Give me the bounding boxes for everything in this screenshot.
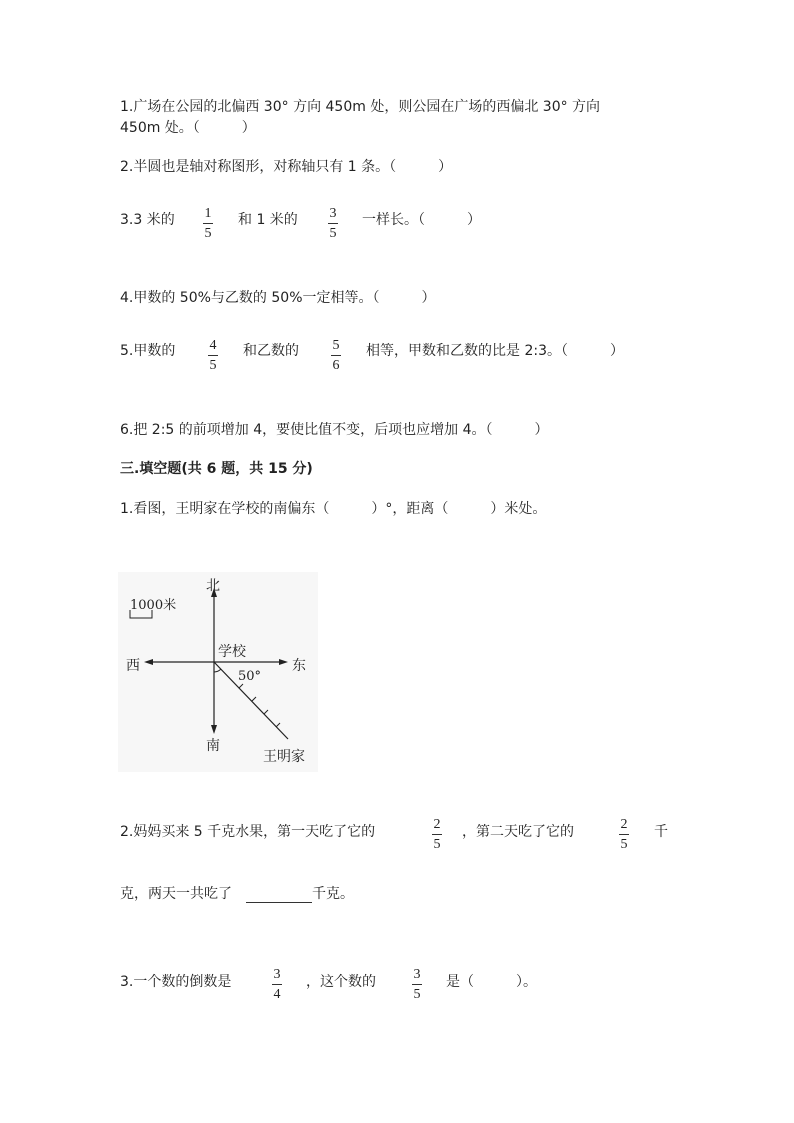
fraction-bar: [208, 355, 218, 356]
fraction-numerator: 1: [204, 206, 212, 221]
fraction-bar: [619, 834, 629, 835]
fraction-denominator: 5: [620, 837, 628, 852]
fraction-numerator: 2: [620, 817, 628, 832]
answer-blank[interactable]: [246, 884, 312, 903]
section-title: 三.填空题(共 6 题，共 15 分): [120, 461, 313, 477]
fill-q2-b: ，第二天吃了它的: [462, 824, 574, 840]
judge-q5-b: 和乙数的: [243, 343, 299, 359]
fill-q3-c: 是（ ）。: [446, 974, 537, 990]
fill-q2-a: 2.妈妈买来 5 千克水果，第一天吃了它的: [120, 824, 376, 840]
judge-q1-line2: 450m 处。（ ）: [120, 120, 256, 136]
fraction-denominator: 5: [413, 987, 421, 1002]
fill-q2-fraction-1: [432, 817, 442, 852]
fraction-numerator: 3: [413, 967, 421, 982]
fraction-numerator: 2: [433, 817, 441, 832]
fill-q3-b: ，这个数的: [306, 974, 376, 990]
judge-q5-a: 5.甲数的: [120, 343, 176, 359]
scale-label: 1000米: [130, 598, 177, 613]
judge-q6: 6.把 2:5 的前项增加 4，要使比值不变，后项也应增加 4。（ ）: [120, 422, 549, 438]
judge-q3-fraction-2: [328, 206, 338, 241]
fill-q1: 1.看图，王明家在学校的南偏东（ ）°，距离（ ）米处。: [120, 501, 547, 517]
west-label: 西: [126, 658, 140, 674]
fraction-denominator: 5: [204, 226, 212, 241]
judge-q5-fraction-1: [208, 338, 218, 373]
angle-label: 50°: [238, 669, 262, 684]
fraction-denominator: 6: [332, 358, 340, 373]
judge-q3-b: 和 1 米的: [238, 212, 298, 228]
judge-q4: 4.甲数的 50%与乙数的 50%一定相等。（ ）: [120, 290, 436, 306]
home-label: 王明家: [263, 749, 305, 765]
school-label: 学校: [218, 644, 246, 660]
direction-diagram: [118, 572, 318, 772]
judge-q5-fraction-2: [331, 338, 341, 373]
judge-q2: 2.半圆也是轴对称图形，对称轴只有 1 条。（ ）: [120, 159, 453, 175]
judge-q3-c: 一样长。（ ）: [362, 212, 481, 228]
fraction-numerator: 4: [209, 338, 217, 353]
fraction-denominator: 5: [209, 358, 217, 373]
fill-q3-fraction-2: [412, 967, 422, 1002]
fraction-bar: [203, 223, 213, 224]
fraction-bar: [331, 355, 341, 356]
fraction-numerator: 3: [273, 967, 281, 982]
judge-q5-c: 相等，甲数和乙数的比是 2:3。（ ）: [366, 343, 624, 359]
fill-q2-c: 千: [654, 824, 668, 840]
fraction-bar: [328, 223, 338, 224]
judge-q3-a: 3.3 米的: [120, 212, 175, 228]
fraction-bar: [412, 984, 422, 985]
east-label: 东: [292, 658, 306, 674]
fraction-denominator: 4: [273, 987, 281, 1002]
fill-q2-line2-b: 千克。: [312, 886, 354, 902]
fill-q3-a: 3.一个数的倒数是: [120, 974, 232, 990]
south-label: 南: [206, 738, 220, 754]
fraction-numerator: 3: [329, 206, 337, 221]
fraction-bar: [432, 834, 442, 835]
fill-q2-fraction-2: [619, 817, 629, 852]
fraction-bar: [272, 984, 282, 985]
judge-q1-line1: 1.广场在公园的北偏西 30° 方向 450m 处，则公园在广场的西偏北 30° 方向: [120, 99, 601, 115]
fill-q2-line2-a: 克，两天一共吃了: [120, 886, 232, 902]
fraction-denominator: 5: [433, 837, 441, 852]
judge-q3-fraction-1: [203, 206, 213, 241]
fraction-denominator: 5: [329, 226, 337, 241]
fraction-numerator: 5: [332, 338, 340, 353]
fill-q3-fraction-1: [272, 967, 282, 1002]
north-label: 北: [206, 578, 220, 594]
